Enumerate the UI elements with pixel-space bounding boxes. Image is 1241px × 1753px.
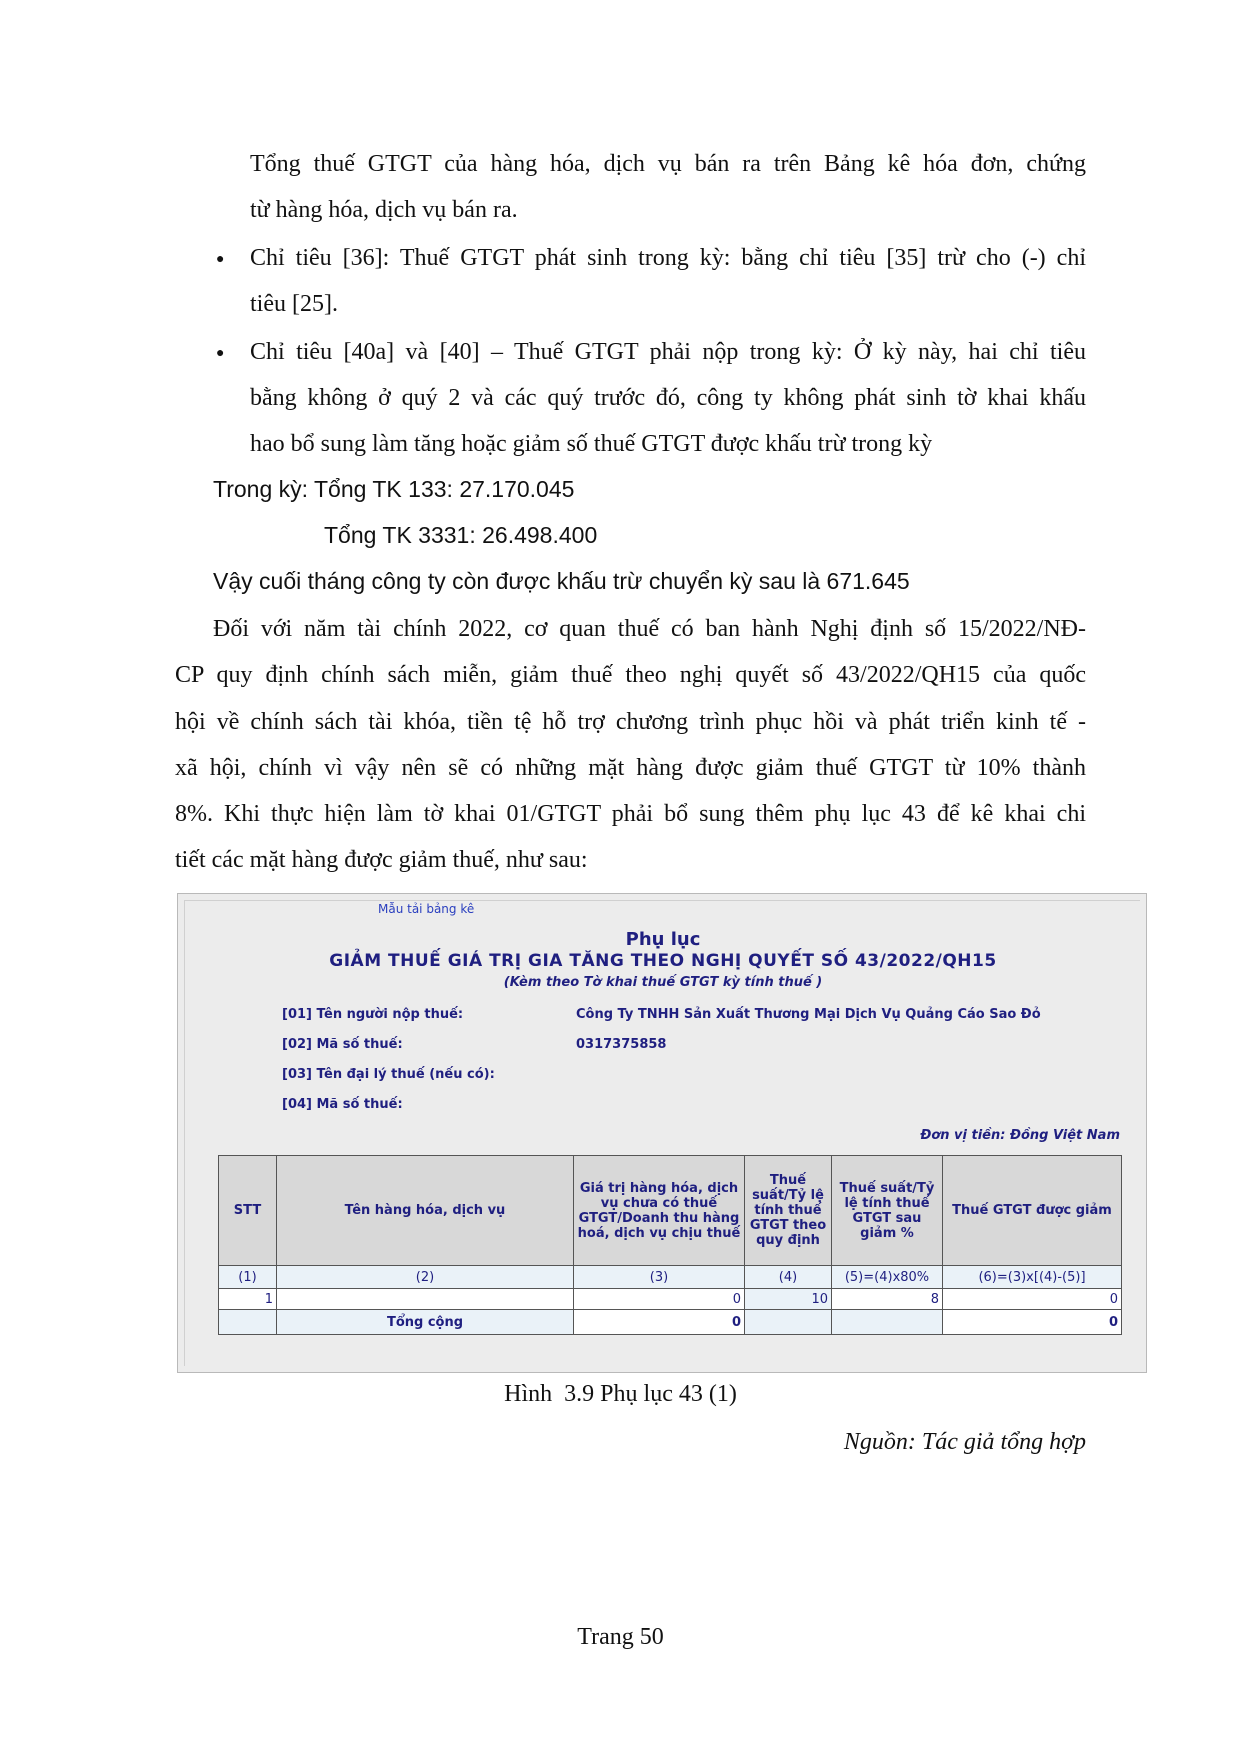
form-heading: GIẢM THUẾ GIÁ TRỊ GIA TĂNG THEO NGHỊ QUYẾT SỐ 43/2022/QH15	[329, 951, 997, 971]
figure-caption: Hình 3.9 Phụ lục 43 (1)	[504, 1381, 737, 1407]
cell-tax-rate: 10	[745, 1289, 832, 1310]
paragraph-line: Tổng thuế GTGT của hàng hóa, dịch vụ bán ra trên Bảng kê hóa đơn, chứng	[250, 151, 1086, 177]
paragraph-line: từ hàng hóa, dịch vụ bán ra.	[250, 197, 518, 223]
paragraph-line: xã hội, chính vì vậy nên sẽ có những mặt hàng được giảm thuế GTGT từ 10% thành	[175, 755, 1086, 781]
paragraph-line: hội về chính sách tài khóa, tiền tệ hỗ trợ chương trình phục hồi và phát triển kinh tế -	[175, 709, 1086, 735]
form-title: Phụ lục	[625, 929, 701, 950]
paragraph-line: Tổng TK 3331: 26.498.400	[324, 522, 598, 548]
total-reduced-tax: 0	[943, 1310, 1122, 1335]
paragraph-line: tiêu [25].	[250, 291, 338, 317]
template-download-link[interactable]: Mẫu tải bảng kê	[378, 902, 475, 916]
paragraph-line: CP quy định chính sách miễn, giảm thuế theo nghị quyết số 43/2022/QH15 của quốc	[175, 662, 1086, 688]
column-header: Thuế GTGT được giảm	[943, 1156, 1122, 1266]
currency-note: Đơn vị tiền: Đồng Việt Nam	[920, 1128, 1120, 1143]
appendix-43-screenshot	[177, 893, 1147, 1373]
column-header: Giá trị hàng hóa, dịch vụ chưa có thuế GTGT/Doanh thu hàng hoá, dịch vụ chịu thuế	[574, 1156, 745, 1266]
field-value-taxpayer: Công Ty TNHH Sản Xuất Thương Mại Dịch Vụ Quảng Cáo Sao Đỏ	[576, 1007, 1041, 1022]
column-number: (6)=(3)x[(4)-(5)]	[943, 1266, 1122, 1289]
cell-reduced-rate-input[interactable]: 8	[832, 1289, 943, 1310]
column-number-row	[219, 1266, 1122, 1289]
paragraph-line: tiết các mặt hàng được giảm thuế, như sau:	[175, 847, 588, 873]
paragraph-line: hao bổ sung làm tăng hoặc giảm số thuế GTGT được khấu trừ trong kỳ	[250, 431, 933, 457]
column-number: (1)	[219, 1266, 277, 1289]
field-label-taxpayer: [01] Tên người nộp thuế:	[282, 1007, 464, 1022]
paragraph-line: Chỉ tiêu [36]: Thuế GTGT phát sinh trong kỳ: bằng chỉ tiêu [35] trừ cho (-) chỉ	[250, 245, 1086, 271]
column-number: (2)	[277, 1266, 574, 1289]
total-value: 0	[574, 1310, 745, 1335]
bullet-icon: ●	[216, 346, 225, 361]
column-number: (5)=(4)x80%	[832, 1266, 943, 1289]
bullet-icon: ●	[216, 252, 225, 267]
cell-stt: 1	[219, 1289, 277, 1310]
paragraph-line: 8%. Khi thực hiện làm tờ khai 01/GTGT phải bổ sung thêm phụ lục 43 để kê khai chi	[175, 801, 1086, 827]
paragraph-line: Trong kỳ: Tổng TK 133: 27.170.045	[213, 476, 575, 502]
column-number: (4)	[745, 1266, 832, 1289]
paragraph-line: Đối với năm tài chính 2022, cơ quan thuế có ban hành Nghị định số 15/2022/NĐ-	[213, 616, 1086, 642]
cell-empty	[832, 1310, 943, 1335]
field-value-tax-code: 0317375858	[576, 1037, 667, 1052]
column-header: STT	[219, 1156, 277, 1266]
field-label-agent-tax-code: [04] Mã số thuế:	[282, 1097, 403, 1112]
table-header-row	[219, 1156, 1122, 1266]
column-header: Tên hàng hóa, dịch vụ	[277, 1156, 574, 1266]
cell-item-name-input[interactable]	[277, 1289, 574, 1310]
column-header: Thuế suất/Tỷ lệ tính thuế GTGT theo quy định	[745, 1156, 832, 1266]
figure-source: Nguồn: Tác giả tổng hợp	[843, 1429, 1086, 1455]
paragraph-line: Chỉ tiêu [40a] và [40] – Thuế GTGT phải nộp trong kỳ: Ở kỳ này, hai chỉ tiêu	[250, 339, 1086, 365]
field-label-tax-code: [02] Mã số thuế:	[282, 1037, 403, 1052]
paragraph-line: bằng không ở quý 2 và các quý trước đó, công ty không phát sinh tờ khai khấu	[250, 385, 1086, 411]
appendix-table	[218, 1155, 1122, 1335]
total-label: Tổng cộng	[277, 1310, 574, 1335]
column-header: Thuế suất/Tỷ lệ tính thuế GTGT sau giảm %	[832, 1156, 943, 1266]
form-subtitle: (Kèm theo Tờ khai thuế GTGT kỳ tính thuế )	[503, 975, 823, 990]
cell-value-input[interactable]: 0	[574, 1289, 745, 1310]
cell-empty	[219, 1310, 277, 1335]
page-number: Trang 50	[577, 1624, 664, 1650]
table-row	[219, 1289, 1122, 1310]
column-number: (3)	[574, 1266, 745, 1289]
paragraph-line: Vậy cuối tháng công ty còn được khấu trừ chuyển kỳ sau là 671.645	[213, 568, 910, 594]
cell-reduced-tax: 0	[943, 1289, 1122, 1310]
cell-empty	[745, 1310, 832, 1335]
field-label-tax-agent: [03] Tên đại lý thuế (nếu có):	[282, 1067, 495, 1082]
total-row	[219, 1310, 1122, 1335]
